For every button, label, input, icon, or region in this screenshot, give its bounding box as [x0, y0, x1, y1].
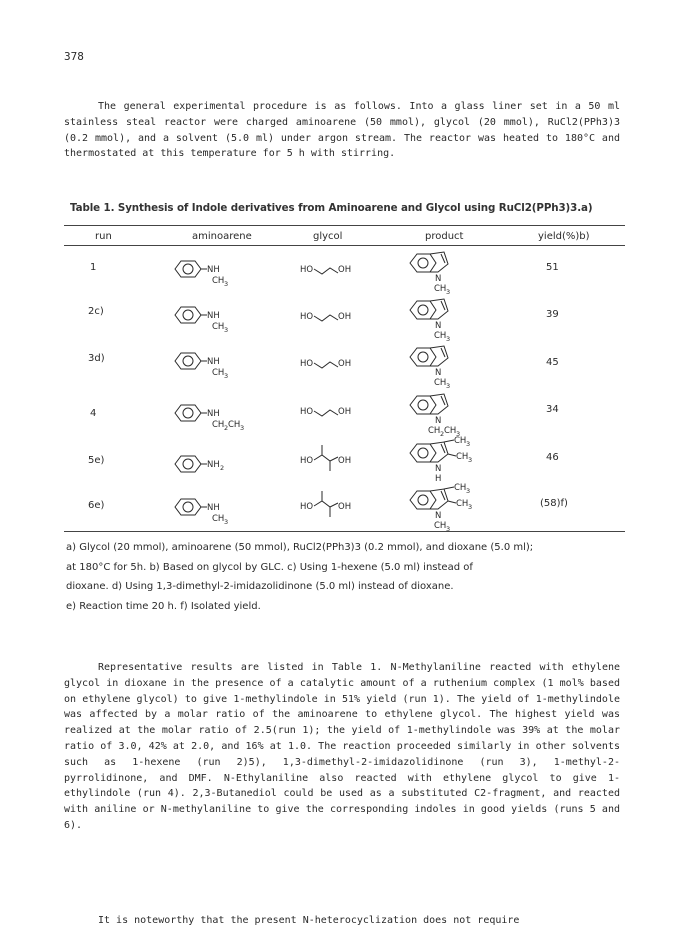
table-bottom-rule	[64, 531, 625, 532]
svg-text:3: 3	[224, 326, 229, 334]
aminoarene-structure-1	[170, 257, 250, 287]
svg-text:CH: CH	[434, 284, 447, 294]
svg-text:CH: CH	[444, 426, 457, 436]
yield-3: 45	[546, 357, 559, 368]
svg-text:2: 2	[224, 424, 229, 432]
svg-text:H: H	[435, 474, 442, 484]
svg-text:CH: CH	[454, 483, 467, 493]
svg-text:CH: CH	[212, 514, 225, 524]
header-glycol: glycol	[313, 231, 343, 242]
svg-text:2: 2	[220, 464, 225, 472]
svg-text:3: 3	[446, 288, 451, 296]
svg-text:NH: NH	[207, 460, 220, 470]
svg-text:HO: HO	[300, 407, 314, 417]
svg-text:2: 2	[440, 430, 445, 438]
run-4: 4	[90, 408, 97, 419]
glycol-structure-6	[300, 487, 370, 523]
page-number: 378	[64, 50, 84, 63]
svg-text:NH: NH	[207, 409, 220, 419]
glycol-structure-5	[300, 441, 370, 477]
yield-6: (58)f)	[540, 498, 568, 509]
svg-text:N: N	[435, 416, 442, 426]
svg-text:NH: NH	[207, 265, 220, 275]
header-product: product	[425, 231, 464, 242]
table-caption: Table 1. Synthesis of Indole derivatives from Aminoarene and Glycol using RuCl2(PPh3)3.a)	[70, 202, 593, 214]
product-structure-1	[408, 250, 488, 295]
svg-text:3: 3	[224, 372, 229, 380]
svg-text:CH: CH	[212, 276, 225, 286]
svg-text:CH: CH	[428, 426, 441, 436]
svg-text:HO: HO	[300, 265, 314, 275]
svg-text:CH: CH	[212, 368, 225, 378]
results-paragraph: Representative results are listed in Table 1. N-Methylaniline reacted with ethylene glycol in dioxane in the presence of a catalytic amount of a ruthenium complex (1 mol% based on ethylene glycol) to give 1-methylindole in 51% yield (run 1). The yield of 1-methylindole was affected by a molar ratio of the aminoarene to ethylene glycol. The highest yield was realized at the molar ratio of 2.5(run 1); the yield of 1-methylindole was 39% at the molar ratio of 3.0, 42% at 2.0, and 16% at 1.0. The reaction proceeded similarly in other solvents such as 1-hexene (run 2)5), 1,3-dimethyl-2-imidazolidinone (run 3), 1-methyl-2-pyrrolidinone, and DMF. N-Ethylaniline also reacted with ethylene glycol to give 1-ethylindole (run 4). 2,3-Butanediol could be used as a substituted C2-fragment, and reacted with aniline or N-methylaniline to give the corresponding indoles in good yields (runs 5 and 6).	[64, 662, 620, 831]
run-3: 3d)	[88, 353, 105, 364]
svg-text:CH: CH	[434, 521, 447, 531]
yield-4: 34	[546, 404, 559, 415]
run-5: 5e)	[88, 455, 105, 466]
table-top-rule	[64, 225, 625, 226]
svg-text:HO: HO	[300, 312, 314, 322]
svg-text:N: N	[435, 511, 442, 521]
svg-text:OH: OH	[338, 407, 352, 417]
footnote-line: at 180°C for 5h. b) Based on glycol by GLC. c) Using 1-hexene (5.0 ml) instead of	[66, 561, 473, 573]
svg-text:CH: CH	[456, 452, 469, 462]
header-run: run	[95, 231, 112, 242]
product-structure-4	[408, 392, 498, 437]
svg-text:OH: OH	[338, 359, 352, 369]
aminoarene-structure-4	[170, 401, 260, 431]
glycol-structure-2	[300, 309, 370, 325]
footnote-line: a) Glycol (20 mmol), aminoarene (50 mmol), RuCl2(PPh3)3 (0.2 mmol), and dioxane (5.0 ml);	[66, 542, 534, 553]
aminoarene-structure-2	[170, 303, 250, 333]
svg-text:CH: CH	[456, 499, 469, 509]
header-aminoarene: aminoarene	[192, 231, 252, 242]
run-1: 1	[90, 262, 97, 273]
product-structure-5	[408, 436, 498, 485]
svg-text:NH: NH	[207, 311, 220, 321]
yield-2: 39	[546, 309, 559, 320]
svg-text:3: 3	[468, 456, 473, 464]
product-structure-3	[408, 344, 488, 389]
svg-text:N: N	[435, 464, 442, 474]
yield-1: 51	[546, 262, 559, 273]
svg-text:N: N	[435, 321, 442, 331]
svg-text:N: N	[435, 274, 442, 284]
svg-text:NH: NH	[207, 503, 220, 513]
svg-text:3: 3	[224, 280, 229, 288]
product-structure-2	[408, 297, 488, 342]
svg-text:HO: HO	[300, 502, 314, 512]
svg-text:OH: OH	[338, 456, 352, 466]
svg-text:N: N	[435, 368, 442, 378]
yield-5: 46	[546, 452, 559, 463]
svg-text:CH: CH	[454, 436, 467, 446]
aminoarene-structure-3	[170, 349, 250, 379]
svg-text:3: 3	[468, 503, 473, 511]
footnote-line: e) Reaction time 20 h. f) Isolated yield.	[66, 600, 261, 612]
svg-text:3: 3	[466, 487, 471, 495]
svg-text:3: 3	[446, 382, 451, 390]
svg-text:CH: CH	[434, 331, 447, 341]
glycol-structure-4	[300, 404, 370, 420]
svg-text:CH: CH	[212, 420, 225, 430]
svg-text:3: 3	[446, 525, 451, 533]
svg-text:OH: OH	[338, 312, 352, 322]
run-2: 2c)	[88, 306, 104, 317]
run-6: 6e)	[88, 500, 105, 511]
svg-text:3: 3	[456, 430, 461, 438]
svg-text:CH: CH	[434, 378, 447, 388]
glycol-structure-1	[300, 262, 370, 278]
svg-text:3: 3	[466, 440, 471, 448]
aminoarene-structure-5	[170, 452, 250, 482]
glycol-structure-3	[300, 356, 370, 372]
footnote-line: dioxane. d) Using 1,3-dimethyl-2-imidazolidinone (5.0 ml) instead of dioxane.	[66, 581, 454, 592]
svg-text:OH: OH	[338, 265, 352, 275]
procedure-paragraph: The general experimental procedure is as follows. Into a glass liner set in a 50 ml stainless steal reactor were charged aminoarene (50 mmol), glycol (20 mmol), RuCl2(PPh3)3 (0.2 mmol), and a solvent (5.0 ml) under argon stream. The reactor was heated to 180°C and thermostated at this temperature for 5 h with stirring.	[64, 101, 620, 160]
table-header-rule	[64, 245, 625, 246]
svg-text:3: 3	[224, 518, 229, 526]
svg-text:HO: HO	[300, 359, 314, 369]
table-footnotes	[66, 538, 626, 616]
svg-text:CH: CH	[228, 420, 241, 430]
svg-text:NH: NH	[207, 357, 220, 367]
svg-text:3: 3	[240, 424, 245, 432]
svg-text:CH: CH	[212, 322, 225, 332]
svg-text:OH: OH	[338, 502, 352, 512]
product-structure-6	[408, 483, 498, 533]
svg-text:3: 3	[446, 335, 451, 343]
closing-paragraph: It is noteworthy that the present N-heterocyclization does not require	[98, 915, 520, 926]
aminoarene-structure-6	[170, 495, 250, 527]
svg-text:HO: HO	[300, 456, 314, 466]
header-yield: yield(%)b)	[538, 231, 590, 242]
